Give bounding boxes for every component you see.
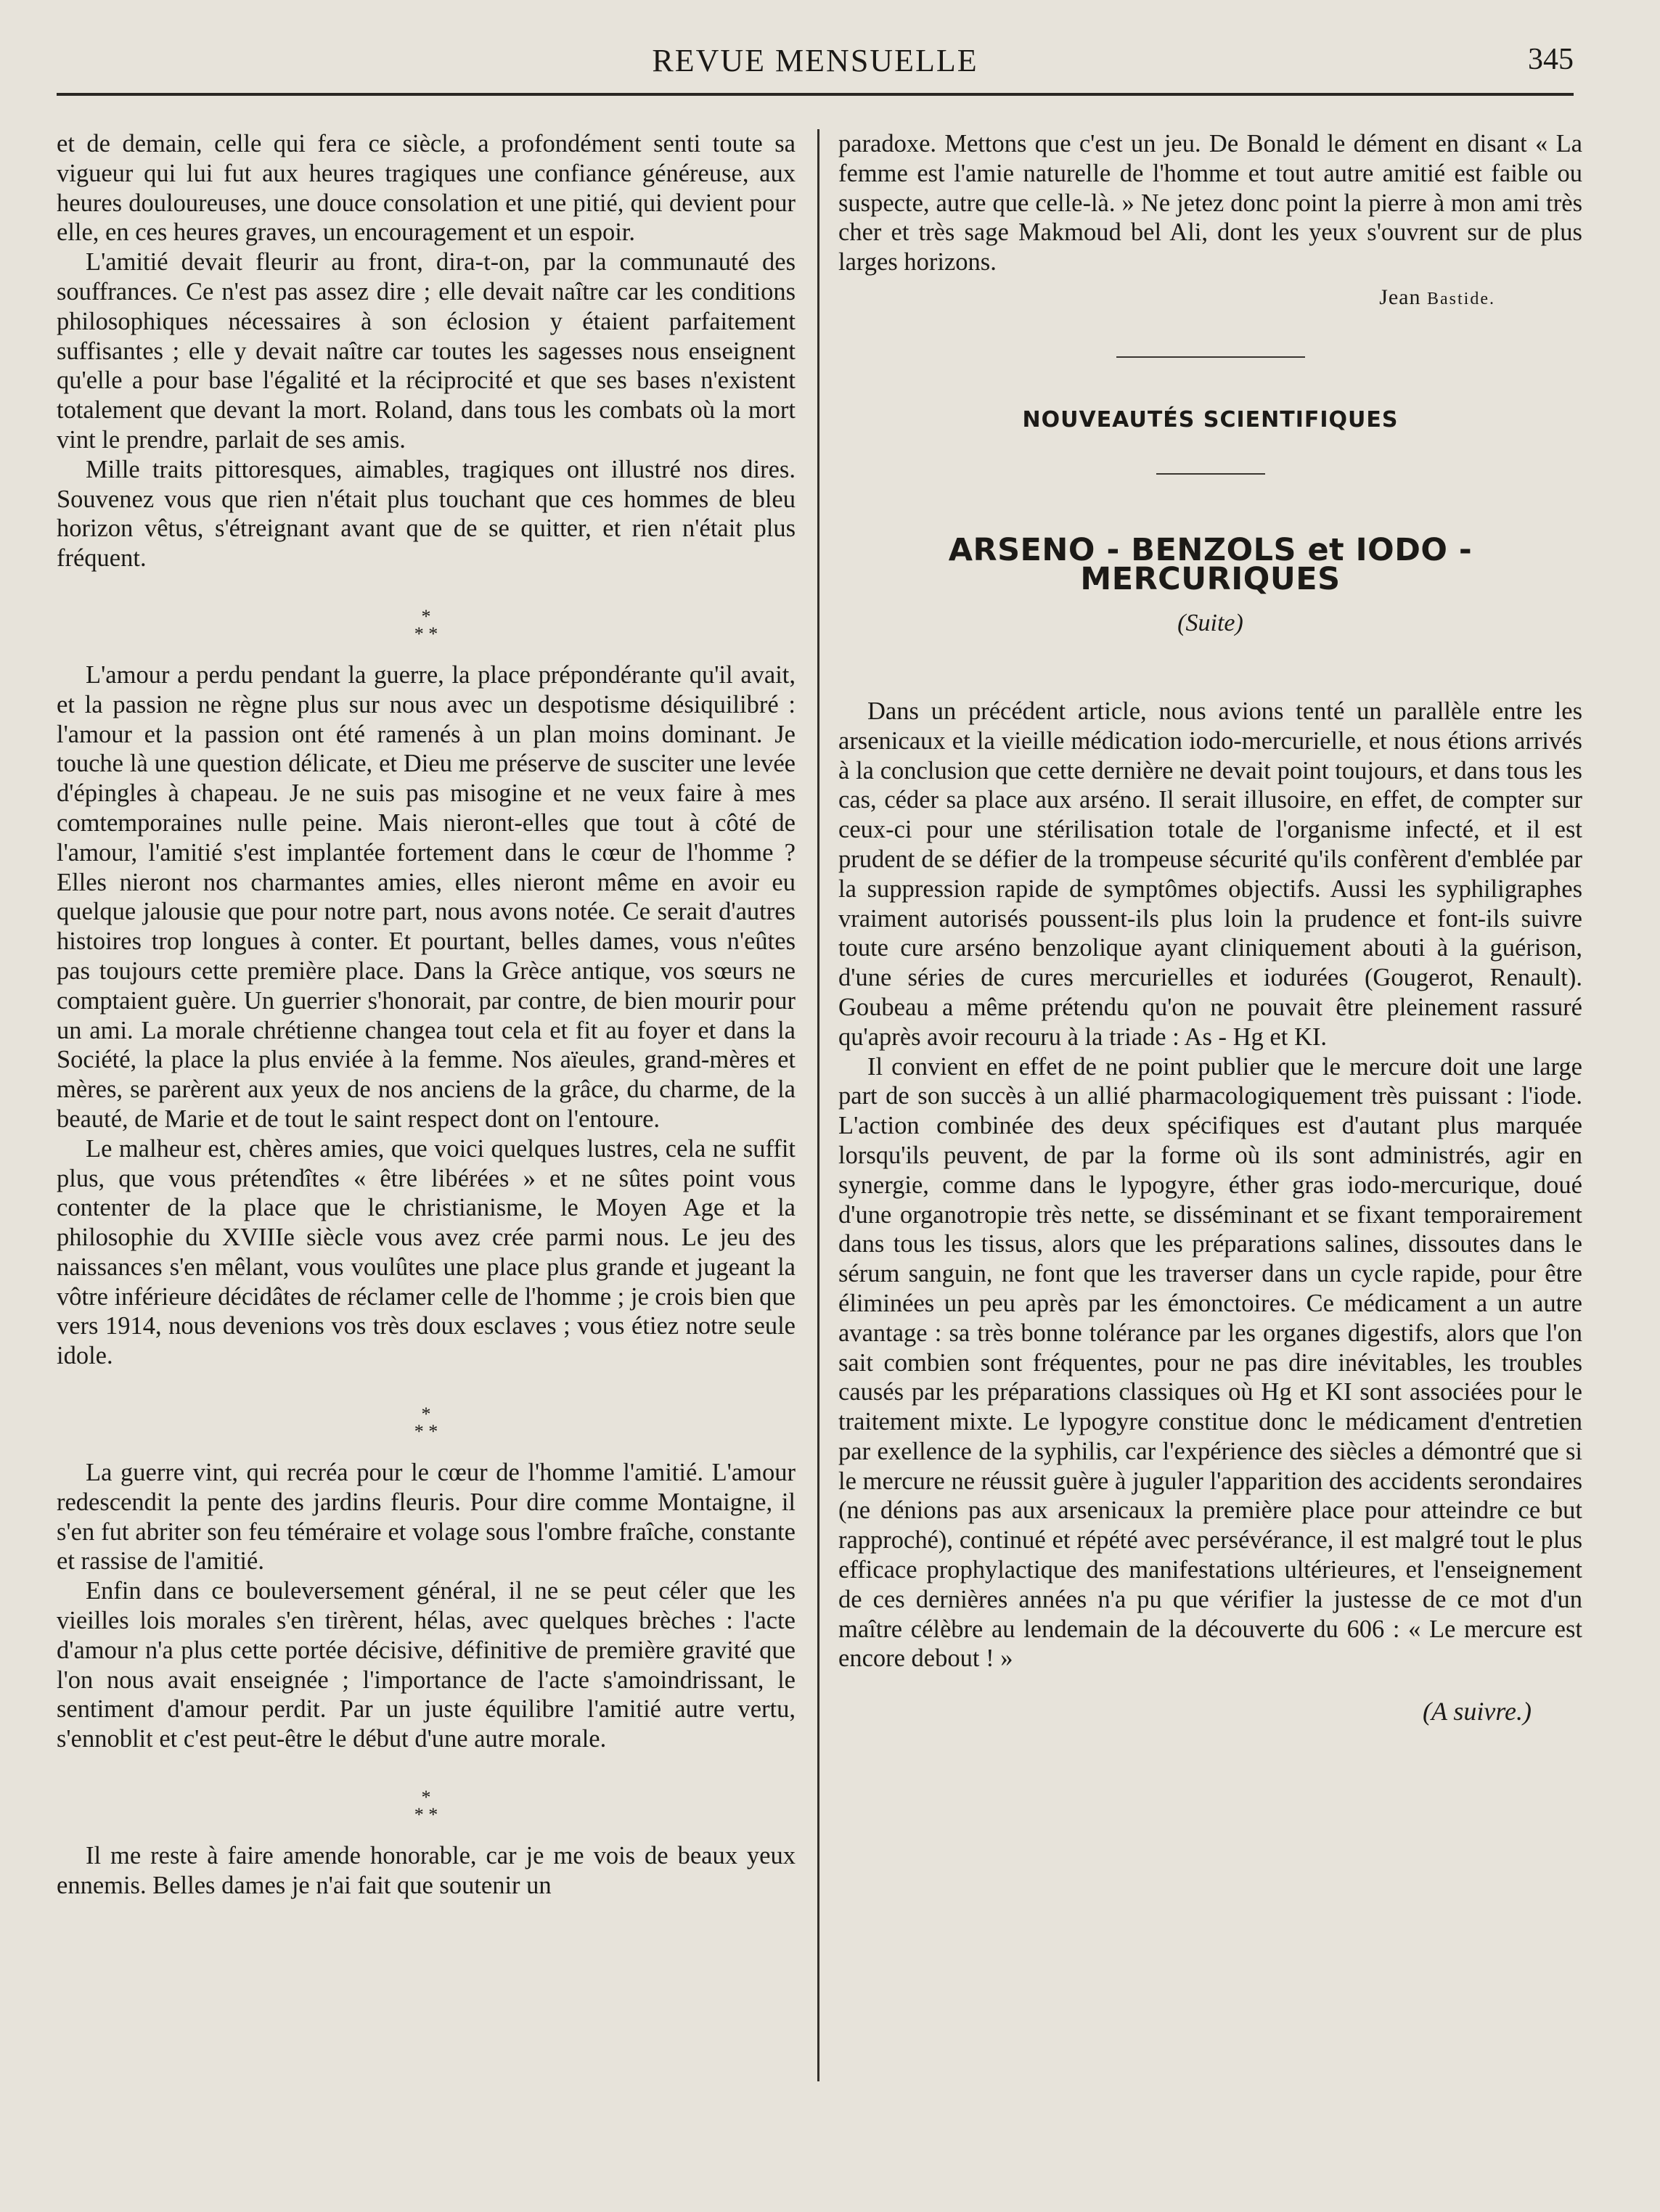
- journal-title: REVUE MENSUELLE: [652, 43, 978, 78]
- asterism-bottom-stars: * *: [414, 1804, 438, 1826]
- left-paragraph-5: Le malheur est, chères amies, que voici quelques lustres, cela ne suffit plus, que vous prétendîtes « être libérées » et ne sûtes point vous contenter de la place que le christianisme, le Moyen Age et la philosophie du XVIIIe siècle vous avez crée parmi nous. Le jeu des naissances s'en mêlant, vous voulûtes une place plus grande et jugeant la vôtre inférieure décidâtes de réclamer celle de l'homme ; je crois bien que vers 1914, nous devenions vos très doux esclaves ; vous étiez notre seule idole.: [57, 1134, 796, 1370]
- asterism-divider-1: [57, 573, 796, 660]
- asterism-bottom-stars: * *: [414, 623, 438, 644]
- article-subtitle: (Suite): [1177, 610, 1243, 637]
- section-rule-top: [1116, 356, 1305, 358]
- asterism-divider-3: [57, 1754, 796, 1841]
- asterism-top-star: *: [421, 605, 431, 627]
- left-paragraph-3: Mille traits pittoresques, aimables, tragiques ont illustré nos dires. Souvenez vous que rien n'était plus touchant que ces hommes de bleu horizon vêtus, s'étreignant avant que de se quitter, et rien n'était plus fréquent.: [57, 455, 796, 573]
- right-paragraph-2: Il convient en effet de ne point publier que le mercure doit une large part de son succès à un allié pharmacologiquement très puissant : l'iode. L'action combinée des deux spécifiques est d'autant plus marquée lorsqu'ils peuvent, de par la forme où ils sont administrés, agir en synergie, comme dans le lypogyre, éther gras iodo-mercurique, doué d'une organotropie très nette, se disséminant et se fixant temporairement dans tous les tissus, alors que les préparations salines, dissoutes dans le sérum sanguin, ne font que les traverser dans un cycle rapide, pour être éliminées un peu après par les émonctoires. Ce médicament a un autre avantage : sa très bonne tolérance par les organes digestifs, alors que l'on sait combien sont fréquentes, pour ne pas dire inévitables, les troubles causés par les préparations classiques où Hg et KI sont associées pour le traitement mixte. Le lypogyre constitue donc le médicament d'entretien par exellence de la syphilis, car l'expérience des siècles a démontré que si le mercure ne réussit guère à juguler l'apparition des accidents serondaires (ne dénions pas aux arsenicaux la première place pour atteindre ce but rapproché), continué et répété avec persévérance, il est malgré tout le plus efficace prophylactique des manifestations ultérieures, et l'enseignement de ces dernières années n'a pu que vérifier la justesse de ce mot d'un maître célèbre au lendemain de la découverte du 606 : « Le mercure est encore debout ! »: [838, 1052, 1582, 1673]
- left-paragraph-6: La guerre vint, qui recréa pour le cœur de l'homme l'amitié. L'amour redescendit la pente des jardins fleuris. Pour dire comme Montaigne, il s'en fut abriter son feu téméraire et volage sous l'ombre fraîche, constante et rassise de l'amitié.: [57, 1459, 796, 1576]
- author-last-name: Bastide.: [1427, 289, 1495, 308]
- column-divider: [817, 129, 819, 2081]
- right-paragraph-1: Dans un précédent article, nous avions tenté un parallèle entre les arsenicaux et la vieille médication iodo-mercurielle, et nous étions arrivés à la conclusion que cette dernière ne devait point toujours, et dans tous les cas, céder sa place aux arséno. Il serait illusoire, en effet, de compter sur ceux-ci pour une stérilisation totale de l'organisme infecté, et il est prudent de se défier de la trompeuse sécurité qu'ils confèrent d'emblée par la suppression rapide de symptômes objectifs. Aussi les syphiligraphes vraiment autorisés poussent-ils plus loin la prudence et font-ils suivre toute cure arséno benzolique ayant cliniquement abouti à la guérison, d'une séries de cures mercurielles et iodurées (Gougerot, Renault). Goubeau a même prétendu qu'on ne pouvait être pleinement rassuré qu'après avoir recouru à la triade : As - Hg et KI.: [838, 697, 1582, 1051]
- to-be-continued: (A suivre.): [1423, 1697, 1532, 1726]
- author-first-name: Jean: [1379, 284, 1421, 309]
- left-paragraph-1: et de demain, celle qui fera ce siècle, a profondément senti toute sa vigueur qui lui fut aux heures tragiques une confiance généreuse, aux heures douloureuses, une douce consolation et une pitié, qui devient pour elle, en ces heures graves, un encouragement et un espoir.: [57, 130, 796, 247]
- article-title: ARSENO - BENZOLS et IODO - MERCURIQUES: [948, 531, 1473, 598]
- left-column: [57, 129, 796, 1901]
- left-paragraph-2: L'amitié devait fleurir au front, dira-t-on, par la communauté des souffrances. Ce n'est pas assez dire ; elle devait naître car les conditions philosophiques nécessaires à son éclosion y étaient parfaitement suffisantes ; elle y devait naître car toutes les sagesses nous enseignent qu'elle a pour base l'égalité et la réciprocité et que ses bases n'existent totalement que devant la mort. Roland, dans tous les combats où la mort vint le prendre, parlait de ses amis.: [57, 248, 796, 454]
- header-rule: [57, 93, 1574, 96]
- section-heading: NOUVEAUTÉS SCIENTIFIQUES: [1022, 406, 1399, 433]
- asterism-divider-2: [57, 1371, 796, 1458]
- left-paragraph-4: L'amour a perdu pendant la guerre, la place prépondérante qu'il avait, et la passion ne règne plus sur nous avec un despotisme désiquilibré : l'amour et la passion ont été ramenés à un plan moins dominant. Je touche là une question délicate, et Dieu me préserve de susciter une levée d'épingles à chapeau. Je ne suis pas misogine et ne veux faire à mes comtemporaines nulle peine. Mais nieront-elles que tout à côté de l'amour, l'amitié s'est implantée fortement dans le cœur de l'homme ? Elles nieront nos charmantes amies, elles nieront même en avoir eu quelque jalousie que pour notre part, nous avons notée. Ce serait d'autres histoires trop longues à conter. Et pourtant, belles dames, vous n'eûtes pas toujours cette première place. Dans la Grèce antique, vos sœurs ne comptaient guère. Un guerrier s'honorait, par contre, de bien mourir pour un ami. La morale chrétienne changea tout cela et fit au foyer et dans la Société, la place la plus enviée à la femme. Nos aïeules, grand-mères et mères, se parèrent aux yeux de nos anciens de la grâce, du charme, de la beauté, de Marie et de tout le saint respect dont on l'entoure.: [57, 660, 796, 1133]
- page-number: 345: [1528, 43, 1574, 76]
- asterism-top-star: *: [421, 1404, 431, 1425]
- author-signature: [838, 283, 1582, 314]
- right-paragraph-continued: paradoxe. Mettons que c'est un jeu. De Bonald le dément en disant « La femme est l'amie naturelle de l'homme et tout autre amitié est faible ou suspecte, autre que celle-là. » Ne jetez donc point la pierre à mon ami très cher et très sage Makmoud bel Ali, dont les yeux s'ouvrent sur de plus larges horizons.: [838, 130, 1582, 276]
- asterism-top-star: *: [421, 1787, 431, 1808]
- asterism-bottom-stars: * *: [414, 1421, 438, 1443]
- left-paragraph-8: Il me reste à faire amende honorable, car je me vois de beaux yeux ennemis. Belles dames je n'ai fait que soutenir un: [57, 1842, 796, 1899]
- running-header: [57, 36, 1574, 87]
- right-column: [838, 129, 1582, 1726]
- section-rule-bottom: [1156, 473, 1265, 475]
- left-paragraph-7: Enfin dans ce bouleversement général, il ne se peut céler que les vieilles lois morales s'en tirèrent, hélas, avec quelques brèches : l'acte d'amour n'a plus cette portée décisive, définitive de première gravité que l'on nous avait enseignée ; l'importance de l'acte s'amoindrissant, le sentiment d'amour perdit. Par un juste équilibre l'amitié autre vertu, s'ennoblit et c'est peut-être le début d'une autre morale.: [57, 1577, 796, 1753]
